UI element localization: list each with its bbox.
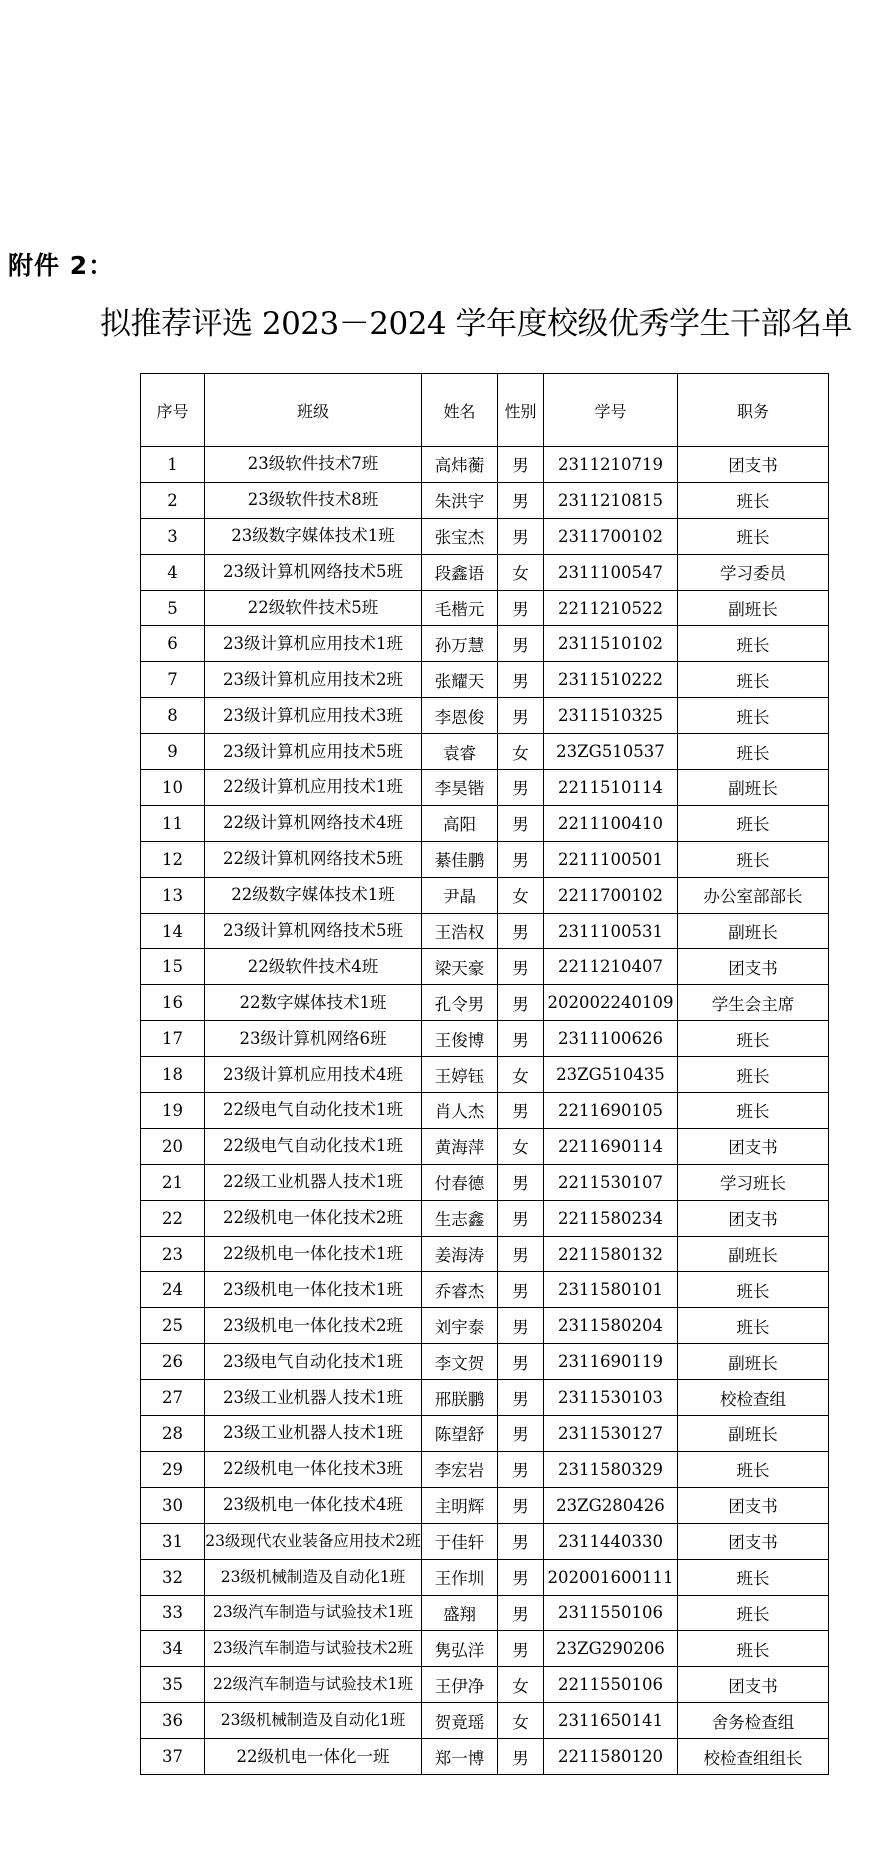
class-cell: 22级电气自动化技术1班 bbox=[205, 1128, 422, 1164]
table-row bbox=[141, 1344, 829, 1380]
cadre-roster-table bbox=[140, 373, 829, 1775]
student-id-cell: 2211580120 bbox=[544, 1739, 678, 1775]
index-cell: 37 bbox=[141, 1739, 205, 1775]
gender-cell: 男 bbox=[498, 1236, 544, 1272]
name-cell: 刘宇泰 bbox=[422, 1308, 498, 1344]
student-id-cell: 2211210407 bbox=[544, 949, 678, 985]
index-cell: 18 bbox=[141, 1057, 205, 1093]
position-cell: 团支书 bbox=[678, 1523, 829, 1559]
class-cell: 23级软件技术7班 bbox=[205, 447, 422, 483]
position-cell: 班长 bbox=[678, 1021, 829, 1057]
table-row bbox=[141, 1021, 829, 1057]
class-cell: 23级机械制造及自动化1班 bbox=[205, 1559, 422, 1595]
position-cell: 班长 bbox=[678, 1631, 829, 1667]
index-cell: 36 bbox=[141, 1703, 205, 1739]
name-cell: 段鑫语 bbox=[422, 554, 498, 590]
class-cell: 22级汽车制造与试验技术1班 bbox=[205, 1667, 422, 1703]
gender-cell: 女 bbox=[498, 734, 544, 770]
index-cell: 7 bbox=[141, 662, 205, 698]
gender-cell: 男 bbox=[498, 482, 544, 518]
table-row bbox=[141, 554, 829, 590]
table-row bbox=[141, 805, 829, 841]
name-cell: 张耀天 bbox=[422, 662, 498, 698]
table-row bbox=[141, 1667, 829, 1703]
position-cell: 校检查组组长 bbox=[678, 1739, 829, 1775]
class-cell: 23级现代农业装备应用技术2班 bbox=[205, 1523, 422, 1559]
position-cell: 班长 bbox=[678, 1451, 829, 1487]
student-id-cell: 2311510102 bbox=[544, 626, 678, 662]
class-cell: 23级计算机应用技术1班 bbox=[205, 626, 422, 662]
student-id-cell: 2311210815 bbox=[544, 482, 678, 518]
student-id-cell: 2211700102 bbox=[544, 877, 678, 913]
table-row bbox=[141, 1487, 829, 1523]
name-cell: 乔睿杰 bbox=[422, 1272, 498, 1308]
table-row bbox=[141, 1200, 829, 1236]
table-row bbox=[141, 949, 829, 985]
class-cell: 22数字媒体技术1班 bbox=[205, 985, 422, 1021]
name-cell: 孙万慧 bbox=[422, 626, 498, 662]
index-cell: 6 bbox=[141, 626, 205, 662]
index-cell: 25 bbox=[141, 1308, 205, 1344]
name-cell: 李文贺 bbox=[422, 1344, 498, 1380]
class-cell: 23级工业机器人技术1班 bbox=[205, 1380, 422, 1416]
gender-cell: 男 bbox=[498, 913, 544, 949]
position-cell: 副班长 bbox=[678, 1236, 829, 1272]
position-cell: 团支书 bbox=[678, 1667, 829, 1703]
table-row bbox=[141, 518, 829, 554]
position-cell: 团支书 bbox=[678, 1487, 829, 1523]
student-id-cell: 2311580101 bbox=[544, 1272, 678, 1308]
index-cell: 10 bbox=[141, 770, 205, 806]
gender-cell: 男 bbox=[498, 1021, 544, 1057]
table-row bbox=[141, 734, 829, 770]
table-row bbox=[141, 1703, 829, 1739]
position-cell: 班长 bbox=[678, 805, 829, 841]
student-id-cell: 2211690114 bbox=[544, 1128, 678, 1164]
gender-cell: 女 bbox=[498, 1703, 544, 1739]
name-cell: 朱洪宇 bbox=[422, 482, 498, 518]
name-cell: 付春德 bbox=[422, 1164, 498, 1200]
index-cell: 28 bbox=[141, 1416, 205, 1452]
table-row bbox=[141, 698, 829, 734]
student-id-cell: 2311210719 bbox=[544, 447, 678, 483]
table-row bbox=[141, 1236, 829, 1272]
name-cell: 高阳 bbox=[422, 805, 498, 841]
table-row bbox=[141, 447, 829, 483]
table-row bbox=[141, 913, 829, 949]
name-cell: 李昊锴 bbox=[422, 770, 498, 806]
class-cell: 22级机电一体化技术3班 bbox=[205, 1451, 422, 1487]
class-cell: 23级计算机应用技术5班 bbox=[205, 734, 422, 770]
position-cell: 班长 bbox=[678, 626, 829, 662]
position-cell: 班长 bbox=[678, 662, 829, 698]
name-cell: 袁睿 bbox=[422, 734, 498, 770]
student-id-cell: 2211100410 bbox=[544, 805, 678, 841]
gender-cell: 男 bbox=[498, 518, 544, 554]
position-cell: 副班长 bbox=[678, 1344, 829, 1380]
index-cell: 30 bbox=[141, 1487, 205, 1523]
gender-cell: 女 bbox=[498, 1667, 544, 1703]
header-class: 班级 bbox=[205, 374, 422, 447]
table-row bbox=[141, 1595, 829, 1631]
position-cell: 班长 bbox=[678, 482, 829, 518]
class-cell: 23级计算机网络6班 bbox=[205, 1021, 422, 1057]
student-id-cell: 2211530107 bbox=[544, 1164, 678, 1200]
name-cell: 王婷钰 bbox=[422, 1057, 498, 1093]
class-cell: 23级计算机网络技术5班 bbox=[205, 554, 422, 590]
index-cell: 3 bbox=[141, 518, 205, 554]
name-cell: 王浩权 bbox=[422, 913, 498, 949]
name-cell: 郑一博 bbox=[422, 1739, 498, 1775]
table-row bbox=[141, 1416, 829, 1452]
class-cell: 22级机电一体化技术2班 bbox=[205, 1200, 422, 1236]
class-cell: 23级机电一体化技术4班 bbox=[205, 1487, 422, 1523]
index-cell: 1 bbox=[141, 447, 205, 483]
student-id-cell: 2311550106 bbox=[544, 1595, 678, 1631]
index-cell: 22 bbox=[141, 1200, 205, 1236]
gender-cell: 女 bbox=[498, 877, 544, 913]
position-cell: 班长 bbox=[678, 1272, 829, 1308]
student-id-cell: 2311510325 bbox=[544, 698, 678, 734]
header-index: 序号 bbox=[141, 374, 205, 447]
table-row bbox=[141, 1272, 829, 1308]
name-cell: 张宝杰 bbox=[422, 518, 498, 554]
position-cell: 团支书 bbox=[678, 949, 829, 985]
table-row bbox=[141, 1093, 829, 1129]
position-cell: 团支书 bbox=[678, 447, 829, 483]
index-cell: 21 bbox=[141, 1164, 205, 1200]
name-cell: 贺竟瑶 bbox=[422, 1703, 498, 1739]
table-row bbox=[141, 1559, 829, 1595]
student-id-cell: 2311650141 bbox=[544, 1703, 678, 1739]
index-cell: 12 bbox=[141, 841, 205, 877]
table-header-row bbox=[141, 374, 829, 447]
position-cell: 副班长 bbox=[678, 1416, 829, 1452]
position-cell: 学习班长 bbox=[678, 1164, 829, 1200]
position-cell: 班长 bbox=[678, 518, 829, 554]
table-row bbox=[141, 1164, 829, 1200]
student-id-cell: 23ZG510537 bbox=[544, 734, 678, 770]
index-cell: 29 bbox=[141, 1451, 205, 1487]
class-cell: 22级计算机网络技术4班 bbox=[205, 805, 422, 841]
position-cell: 学生会主席 bbox=[678, 985, 829, 1021]
gender-cell: 男 bbox=[498, 1739, 544, 1775]
index-cell: 32 bbox=[141, 1559, 205, 1595]
student-id-cell: 2311530103 bbox=[544, 1380, 678, 1416]
gender-cell: 男 bbox=[498, 1093, 544, 1129]
position-cell: 班长 bbox=[678, 841, 829, 877]
position-cell: 班长 bbox=[678, 1559, 829, 1595]
table-row bbox=[141, 985, 829, 1021]
position-cell: 副班长 bbox=[678, 913, 829, 949]
gender-cell: 男 bbox=[498, 1451, 544, 1487]
index-cell: 11 bbox=[141, 805, 205, 841]
gender-cell: 男 bbox=[498, 1559, 544, 1595]
index-cell: 33 bbox=[141, 1595, 205, 1631]
gender-cell: 男 bbox=[498, 1308, 544, 1344]
gender-cell: 男 bbox=[498, 1272, 544, 1308]
name-cell: 邢朕鹏 bbox=[422, 1380, 498, 1416]
table-row bbox=[141, 770, 829, 806]
student-id-cell: 23ZG280426 bbox=[544, 1487, 678, 1523]
index-cell: 17 bbox=[141, 1021, 205, 1057]
student-id-cell: 2211510114 bbox=[544, 770, 678, 806]
position-cell: 班长 bbox=[678, 1093, 829, 1129]
index-cell: 16 bbox=[141, 985, 205, 1021]
gender-cell: 男 bbox=[498, 1344, 544, 1380]
class-cell: 22级机电一体化一班 bbox=[205, 1739, 422, 1775]
student-id-cell: 2311100547 bbox=[544, 554, 678, 590]
student-id-cell: 2311530127 bbox=[544, 1416, 678, 1452]
gender-cell: 男 bbox=[498, 590, 544, 626]
student-id-cell: 2311100626 bbox=[544, 1021, 678, 1057]
gender-cell: 男 bbox=[498, 1523, 544, 1559]
index-cell: 35 bbox=[141, 1667, 205, 1703]
header-gender: 性别 bbox=[498, 374, 544, 447]
gender-cell: 男 bbox=[498, 1595, 544, 1631]
name-cell: 尹晶 bbox=[422, 877, 498, 913]
attachment-label: 附件 2： bbox=[8, 251, 115, 280]
position-cell: 舍务检查组 bbox=[678, 1703, 829, 1739]
position-cell: 班长 bbox=[678, 1595, 829, 1631]
position-cell: 副班长 bbox=[678, 590, 829, 626]
index-cell: 23 bbox=[141, 1236, 205, 1272]
position-cell: 副班长 bbox=[678, 770, 829, 806]
position-cell: 班长 bbox=[678, 698, 829, 734]
class-cell: 23级机电一体化技术2班 bbox=[205, 1308, 422, 1344]
index-cell: 34 bbox=[141, 1631, 205, 1667]
gender-cell: 男 bbox=[498, 447, 544, 483]
table-row bbox=[141, 1057, 829, 1093]
name-cell: 生志鑫 bbox=[422, 1200, 498, 1236]
index-cell: 24 bbox=[141, 1272, 205, 1308]
student-id-cell: 2311700102 bbox=[544, 518, 678, 554]
gender-cell: 男 bbox=[498, 626, 544, 662]
student-id-cell: 2211580132 bbox=[544, 1236, 678, 1272]
name-cell: 王作圳 bbox=[422, 1559, 498, 1595]
position-cell: 班长 bbox=[678, 734, 829, 770]
index-cell: 19 bbox=[141, 1093, 205, 1129]
student-id-cell: 2311690119 bbox=[544, 1344, 678, 1380]
position-cell: 团支书 bbox=[678, 1200, 829, 1236]
student-id-cell: 2311440330 bbox=[544, 1523, 678, 1559]
student-id-cell: 2211580234 bbox=[544, 1200, 678, 1236]
header-position: 职务 bbox=[678, 374, 829, 447]
class-cell: 22级电气自动化技术1班 bbox=[205, 1093, 422, 1129]
class-cell: 22级工业机器人技术1班 bbox=[205, 1164, 422, 1200]
name-cell: 王俊博 bbox=[422, 1021, 498, 1057]
gender-cell: 男 bbox=[498, 841, 544, 877]
header-name: 姓名 bbox=[422, 374, 498, 447]
index-cell: 9 bbox=[141, 734, 205, 770]
student-id-cell: 2211690105 bbox=[544, 1093, 678, 1129]
name-cell: 主明辉 bbox=[422, 1487, 498, 1523]
class-cell: 23级计算机应用技术2班 bbox=[205, 662, 422, 698]
header-student-id: 学号 bbox=[544, 374, 678, 447]
name-cell: 綦佳鹏 bbox=[422, 841, 498, 877]
table-row bbox=[141, 1380, 829, 1416]
position-cell: 校检查组 bbox=[678, 1380, 829, 1416]
class-cell: 23级工业机器人技术1班 bbox=[205, 1416, 422, 1452]
student-id-cell: 2311510222 bbox=[544, 662, 678, 698]
student-id-cell: 23ZG510435 bbox=[544, 1057, 678, 1093]
index-cell: 26 bbox=[141, 1344, 205, 1380]
gender-cell: 男 bbox=[498, 1380, 544, 1416]
class-cell: 22级软件技术5班 bbox=[205, 590, 422, 626]
name-cell: 黄海萍 bbox=[422, 1128, 498, 1164]
document-title: 拟推荐评选 2023－2024 学年度校级优秀学生干部名单 bbox=[100, 306, 852, 342]
name-cell: 陈望舒 bbox=[422, 1416, 498, 1452]
gender-cell: 男 bbox=[498, 985, 544, 1021]
index-cell: 13 bbox=[141, 877, 205, 913]
name-cell: 王伊净 bbox=[422, 1667, 498, 1703]
table-row bbox=[141, 1451, 829, 1487]
position-cell: 班长 bbox=[678, 1308, 829, 1344]
name-cell: 于佳轩 bbox=[422, 1523, 498, 1559]
student-id-cell: 2311580329 bbox=[544, 1451, 678, 1487]
position-cell: 团支书 bbox=[678, 1128, 829, 1164]
name-cell: 隽弘洋 bbox=[422, 1631, 498, 1667]
gender-cell: 女 bbox=[498, 554, 544, 590]
class-cell: 23级计算机网络技术5班 bbox=[205, 913, 422, 949]
table-row bbox=[141, 1739, 829, 1775]
position-cell: 学习委员 bbox=[678, 554, 829, 590]
table-row bbox=[141, 482, 829, 518]
index-cell: 27 bbox=[141, 1380, 205, 1416]
name-cell: 盛翔 bbox=[422, 1595, 498, 1631]
table-row bbox=[141, 1128, 829, 1164]
table-body bbox=[141, 447, 829, 1775]
class-cell: 23级数字媒体技术1班 bbox=[205, 518, 422, 554]
gender-cell: 男 bbox=[498, 1631, 544, 1667]
gender-cell: 男 bbox=[498, 1416, 544, 1452]
gender-cell: 男 bbox=[498, 805, 544, 841]
class-cell: 23级计算机应用技术3班 bbox=[205, 698, 422, 734]
gender-cell: 女 bbox=[498, 1057, 544, 1093]
student-id-cell: 2211550106 bbox=[544, 1667, 678, 1703]
gender-cell: 男 bbox=[498, 662, 544, 698]
position-cell: 班长 bbox=[678, 1057, 829, 1093]
student-id-cell: 2311580204 bbox=[544, 1308, 678, 1344]
student-id-cell: 23ZG290206 bbox=[544, 1631, 678, 1667]
gender-cell: 男 bbox=[498, 1164, 544, 1200]
class-cell: 22级数字媒体技术1班 bbox=[205, 877, 422, 913]
class-cell: 22级软件技术4班 bbox=[205, 949, 422, 985]
gender-cell: 男 bbox=[498, 1200, 544, 1236]
table-row bbox=[141, 626, 829, 662]
table-row bbox=[141, 662, 829, 698]
table-row bbox=[141, 1308, 829, 1344]
index-cell: 31 bbox=[141, 1523, 205, 1559]
table-row bbox=[141, 1523, 829, 1559]
name-cell: 高炜蘅 bbox=[422, 447, 498, 483]
index-cell: 20 bbox=[141, 1128, 205, 1164]
name-cell: 孔令男 bbox=[422, 985, 498, 1021]
name-cell: 肖人杰 bbox=[422, 1093, 498, 1129]
position-cell: 办公室部部长 bbox=[678, 877, 829, 913]
class-cell: 23级汽车制造与试验技术2班 bbox=[205, 1631, 422, 1667]
student-id-cell: 202001600111 bbox=[544, 1559, 678, 1595]
name-cell: 李恩俊 bbox=[422, 698, 498, 734]
student-id-cell: 2311100531 bbox=[544, 913, 678, 949]
table-row bbox=[141, 841, 829, 877]
gender-cell: 男 bbox=[498, 1487, 544, 1523]
class-cell: 23级机电一体化技术1班 bbox=[205, 1272, 422, 1308]
student-id-cell: 2211100501 bbox=[544, 841, 678, 877]
table-row bbox=[141, 590, 829, 626]
table-row bbox=[141, 1631, 829, 1667]
student-id-cell: 2211210522 bbox=[544, 590, 678, 626]
gender-cell: 男 bbox=[498, 770, 544, 806]
class-cell: 23级汽车制造与试验技术1班 bbox=[205, 1595, 422, 1631]
gender-cell: 男 bbox=[498, 949, 544, 985]
class-cell: 22级计算机网络技术5班 bbox=[205, 841, 422, 877]
index-cell: 4 bbox=[141, 554, 205, 590]
index-cell: 2 bbox=[141, 482, 205, 518]
gender-cell: 女 bbox=[498, 1128, 544, 1164]
table-row bbox=[141, 877, 829, 913]
index-cell: 8 bbox=[141, 698, 205, 734]
index-cell: 5 bbox=[141, 590, 205, 626]
class-cell: 23级电气自动化技术1班 bbox=[205, 1344, 422, 1380]
name-cell: 毛楷元 bbox=[422, 590, 498, 626]
student-id-cell: 202002240109 bbox=[544, 985, 678, 1021]
class-cell: 22级计算机应用技术1班 bbox=[205, 770, 422, 806]
name-cell: 姜海涛 bbox=[422, 1236, 498, 1272]
name-cell: 李宏岩 bbox=[422, 1451, 498, 1487]
index-cell: 15 bbox=[141, 949, 205, 985]
class-cell: 23级机械制造及自动化1班 bbox=[205, 1703, 422, 1739]
class-cell: 23级软件技术8班 bbox=[205, 482, 422, 518]
name-cell: 梁天豪 bbox=[422, 949, 498, 985]
class-cell: 22级机电一体化技术1班 bbox=[205, 1236, 422, 1272]
index-cell: 14 bbox=[141, 913, 205, 949]
class-cell: 23级计算机应用技术4班 bbox=[205, 1057, 422, 1093]
gender-cell: 男 bbox=[498, 698, 544, 734]
